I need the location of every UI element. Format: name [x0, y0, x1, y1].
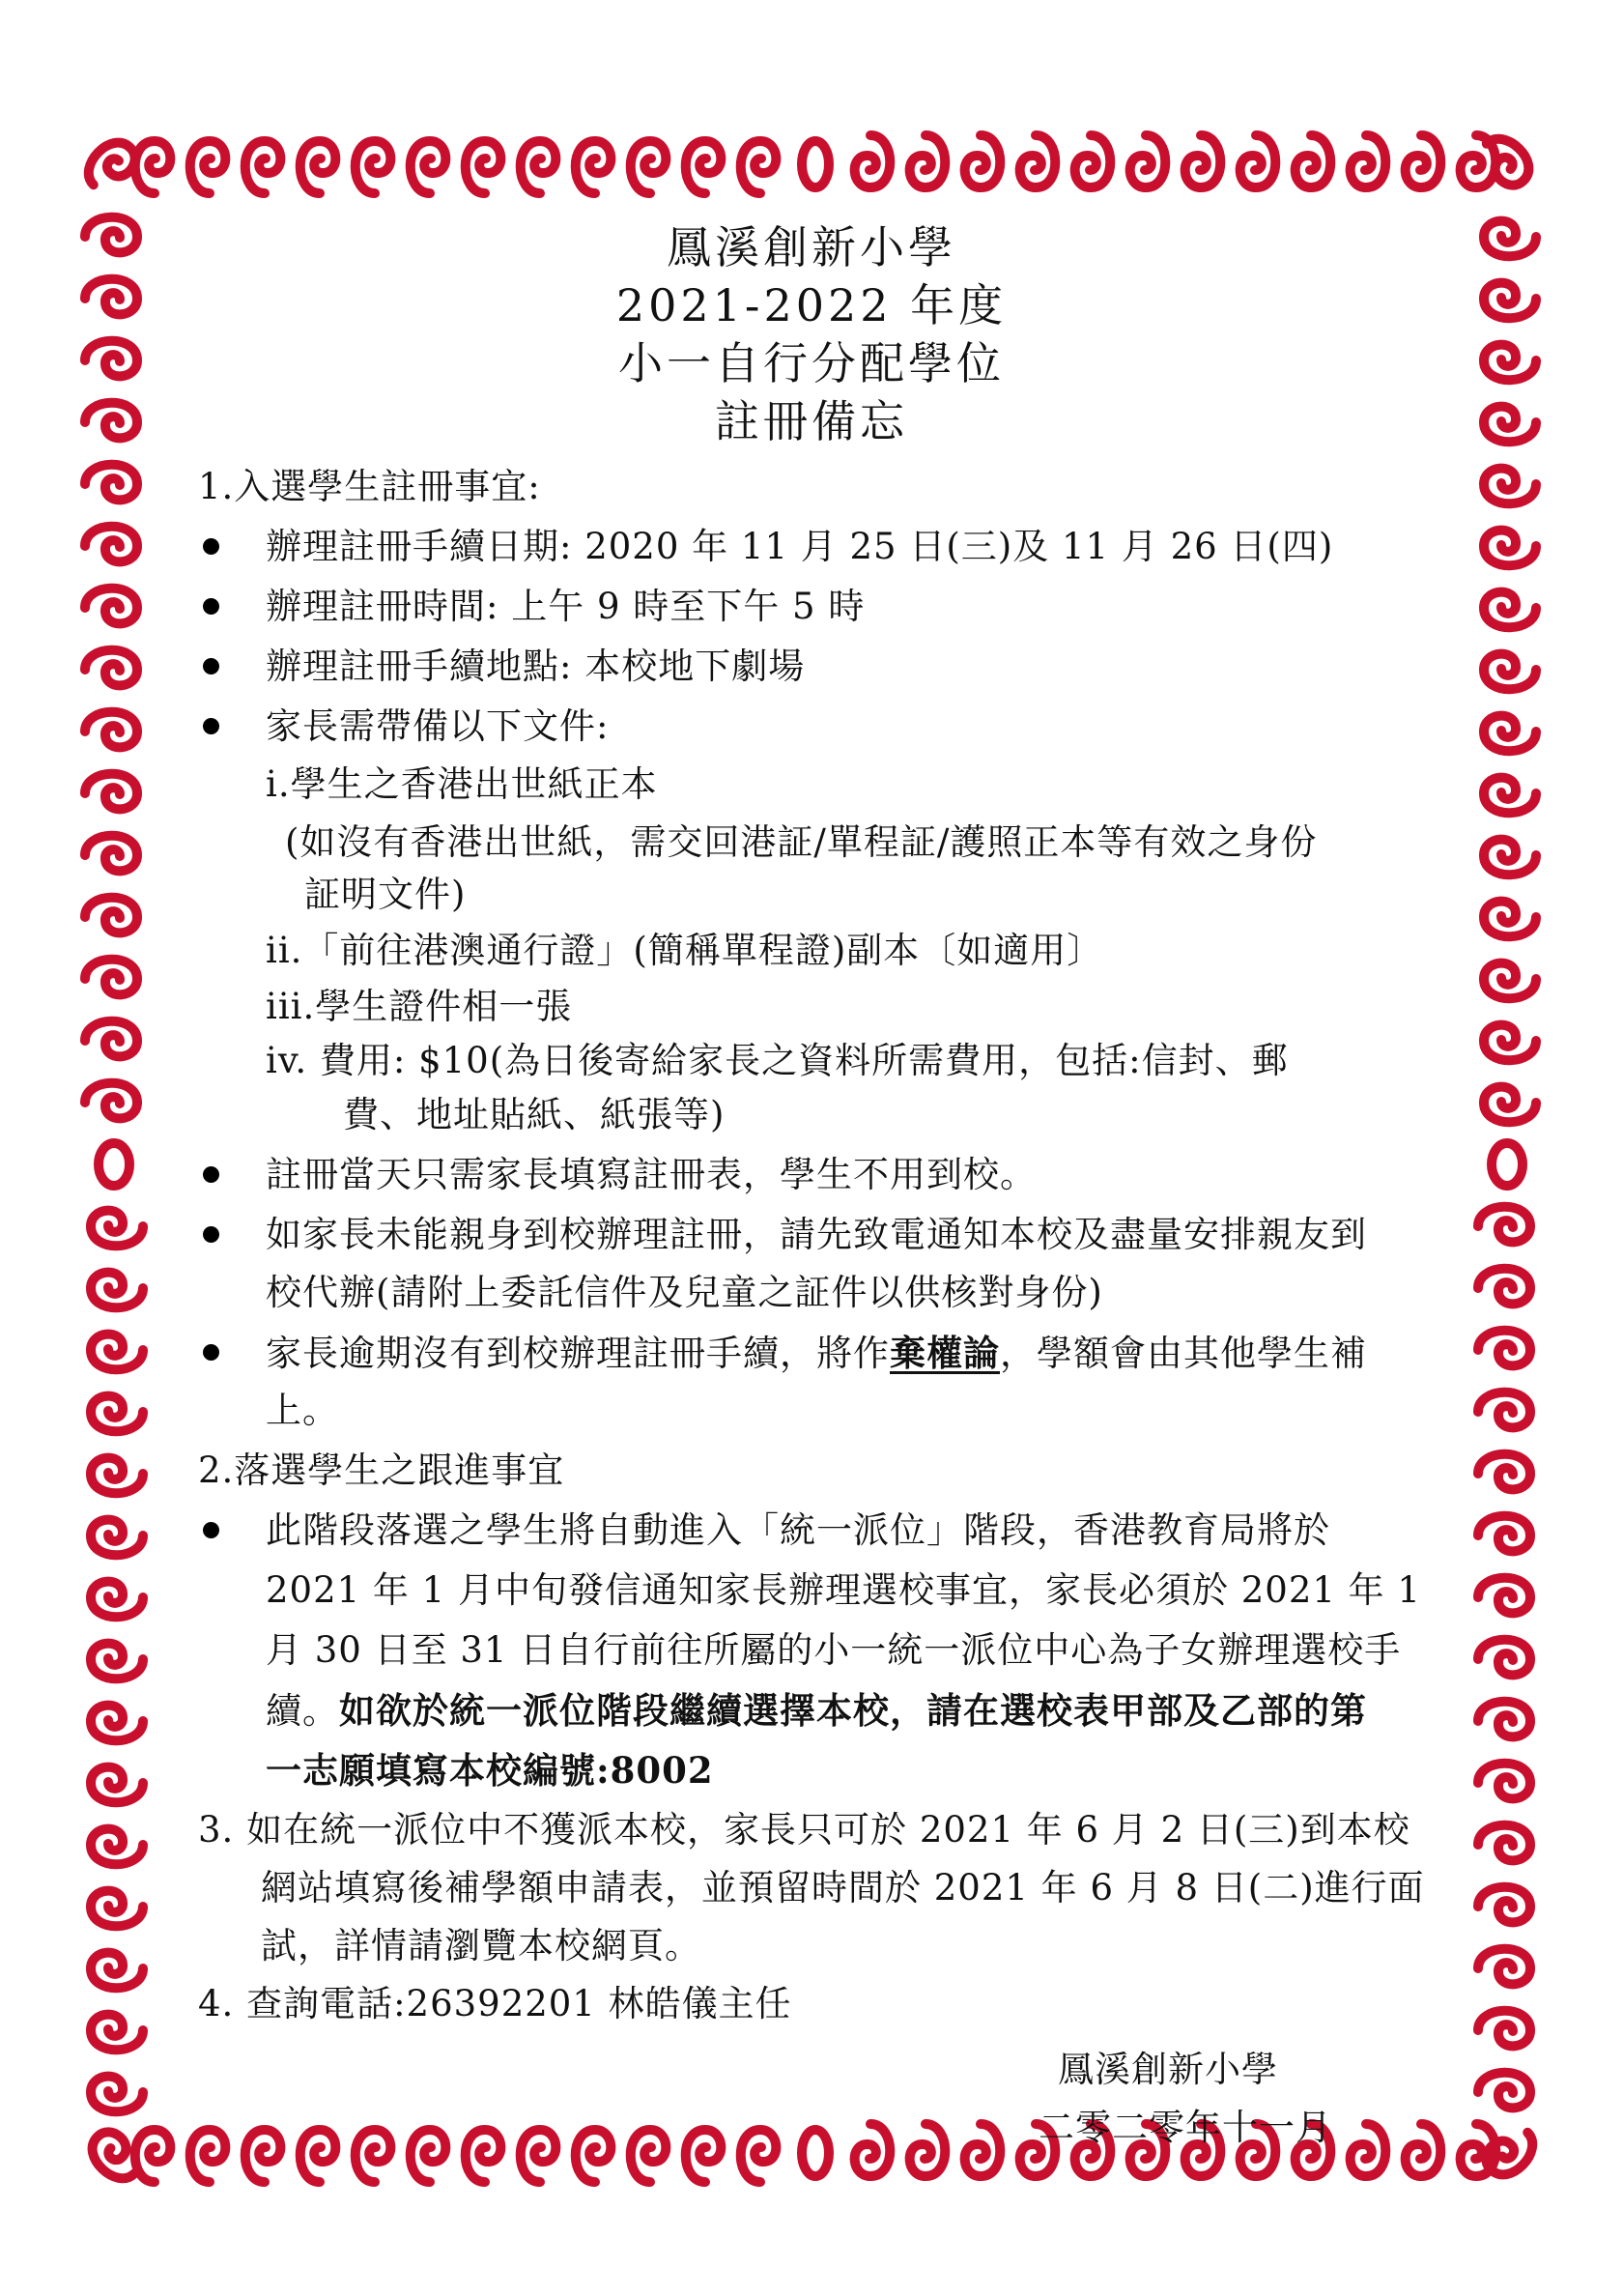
swirl-icon	[356, 141, 391, 193]
swirl-icon	[1478, 1269, 1530, 1305]
document-i: i.學生之香港出世紙正本	[266, 763, 658, 805]
forfeit-notice	[266, 1330, 1367, 1377]
swirl-icon	[91, 1458, 143, 1494]
ring-icon	[1492, 1143, 1523, 1186]
swirl-icon	[1478, 2073, 1530, 2109]
swirl-icon	[1478, 1392, 1530, 1428]
bullet-icon	[203, 598, 219, 615]
swirl-icon	[1484, 902, 1536, 937]
swirl-icon	[91, 1953, 143, 1989]
swirl-icon	[1484, 469, 1536, 504]
ring-icon	[802, 2130, 829, 2176]
swirl-icon	[1296, 135, 1331, 187]
swirl-icon	[741, 141, 777, 193]
enquiry-contact: 4. 查詢電話:26392201 林皓儀主任	[198, 1983, 792, 2024]
section2-line3: 月 30 日至 31 日自行前往所屬的小一統一派位中心為子女辦理選校手	[266, 1629, 1402, 1671]
swirl-icon	[631, 141, 667, 193]
school-name: 鳳溪創新小學	[667, 221, 956, 273]
swirl-icon	[1484, 592, 1536, 628]
swirl-icon	[1478, 1640, 1530, 1676]
swirl-icon	[1351, 2124, 1386, 2176]
swirl-icon	[855, 135, 891, 187]
school-year: 2021-2022 年度	[615, 279, 1008, 331]
section3-line3: 試，詳情請瀏覽本校網頁。	[261, 1925, 701, 1966]
swirl-icon	[85, 712, 137, 748]
swirl-icon	[1478, 1331, 1530, 1366]
swirl-icon	[1240, 135, 1276, 187]
document-i-note-cont: 証明文件)	[304, 874, 467, 915]
section2-line4	[266, 1687, 1367, 1735]
swirl-icon	[1484, 531, 1536, 566]
swirl-icon	[1185, 135, 1221, 187]
swirl-icon	[741, 2130, 777, 2182]
swirl-icon	[85, 836, 137, 872]
swirl-icon	[135, 141, 171, 193]
swirl-icon	[466, 2130, 501, 2182]
proxy-registration-cont: 校代辦(請附上委託信件及兒童之証件以供核對身份)	[266, 1272, 1103, 1313]
swirl-icon	[576, 141, 612, 193]
swirl-icon	[1075, 135, 1111, 187]
signature-school: 鳳溪創新小學	[1058, 2049, 1278, 2090]
swirl-icon	[1020, 135, 1056, 187]
swirl-icon	[910, 2124, 946, 2176]
swirl-icon	[466, 141, 501, 193]
swirl-icon	[85, 1083, 137, 1119]
bullet-icon	[203, 538, 219, 555]
swirl-icon	[1484, 840, 1536, 875]
ring-icon	[802, 141, 829, 187]
swirl-icon	[576, 2130, 612, 2182]
registration-date: 辦理註冊手續日期: 2020 年 11 月 25 日(三)及 11 月 26 日(四)	[266, 526, 1334, 567]
forfeit-emphasis: 棄權論	[890, 1332, 1000, 1374]
document-iv: iv. 費用: $10(為日後寄給家長之資料所需費用，包括:信封、郵	[266, 1040, 1289, 1081]
section2-line1: 此階段落選之學生將自動進入「統一派位」階段，香港教育局將於	[266, 1509, 1330, 1551]
swirl-icon	[1478, 2011, 1530, 2047]
swirl-icon	[1478, 1764, 1530, 1799]
document-ii: ii.「前往港澳通行證」(簡稱單程證)副本〔如適用〕	[266, 930, 1104, 971]
bullet-icon	[203, 658, 219, 674]
swirl-icon	[300, 141, 336, 193]
swirl-icon	[1484, 778, 1536, 814]
swirl-icon	[91, 1767, 143, 1803]
swirl-icon	[1478, 1949, 1530, 1985]
ring-icon	[99, 1143, 129, 1186]
school-code-line: 一志願填寫本校編號:8002	[266, 1749, 714, 1792]
swirl-icon	[85, 960, 137, 995]
swirl-icon	[411, 2130, 446, 2182]
swirl-icon	[300, 2130, 336, 2182]
swirl-icon	[686, 2130, 722, 2182]
swirl-icon	[1478, 1207, 1530, 1243]
swirl-icon	[1478, 1825, 1530, 1861]
document-title: 小一自行分配學位	[618, 337, 1005, 389]
swirl-icon	[91, 1829, 143, 1865]
swirl-icon	[1130, 135, 1166, 187]
swirl-icon	[521, 141, 556, 193]
forfeit-text-end: ，學額會由其他學生補	[1000, 1333, 1367, 1374]
bullet-icon	[203, 718, 219, 734]
documents-required: 家長需帶備以下文件:	[266, 705, 610, 747]
document-i-note: (如沒有香港出世紙，需交回港証/單程証/護照正本等有效之身份	[285, 821, 1318, 863]
swirl-icon	[1484, 654, 1536, 690]
signature-date: 二零二零年十一月	[1039, 2107, 1332, 2148]
swirl-icon	[1478, 1887, 1530, 1923]
swirl-icon	[1406, 2124, 1441, 2176]
bullet-icon	[203, 1226, 219, 1243]
swirl-icon	[245, 141, 281, 193]
document-iv-cont: 費、地址貼紙、紙張等)	[343, 1094, 726, 1135]
swirl-icon	[91, 2077, 143, 2112]
swirl-icon	[1478, 1578, 1530, 1614]
swirl-icon	[1478, 1454, 1530, 1490]
registration-venue: 辦理註冊手續地點: 本校地下劇場	[266, 646, 806, 687]
swirl-icon	[85, 527, 137, 562]
swirl-icon	[85, 898, 137, 933]
swirl-icon	[91, 1396, 143, 1432]
parent-only-note: 註冊當天只需家長填寫註冊表，學生不用到校。	[266, 1154, 1037, 1195]
swirl-icon	[631, 2130, 667, 2182]
swirl-icon	[521, 2130, 556, 2182]
swirl-icon	[85, 774, 137, 810]
bullet-icon	[203, 1166, 219, 1183]
section2-line4-text: 續。	[266, 1690, 339, 1732]
document-iii: iii.學生證件相一張	[266, 986, 573, 1027]
swirl-icon	[190, 141, 226, 193]
swirl-icon	[91, 1644, 143, 1679]
swirl-icon	[965, 2124, 1001, 2176]
section3-line1: 3. 如在統一派位中不獲派本校，家長只可於 2021 年 6 月 2 日(三)到本校	[198, 1809, 1410, 1851]
swirl-icon	[85, 465, 137, 501]
swirl-icon	[1484, 1087, 1536, 1123]
swirl-icon	[965, 135, 1001, 187]
bullet-icon	[203, 1522, 219, 1538]
swirl-icon	[1351, 135, 1386, 187]
swirl-icon	[85, 588, 137, 624]
swirl-icon	[1484, 963, 1536, 999]
swirl-icon	[91, 1706, 143, 1741]
swirl-icon	[1406, 135, 1441, 187]
swirl-icon	[91, 1211, 143, 1247]
swirl-icon	[245, 2130, 281, 2182]
swirl-icon	[135, 2130, 171, 2182]
swirl-icon	[411, 141, 446, 193]
section2-heading: 2.落選學生之跟進事宜	[198, 1449, 565, 1491]
swirl-icon	[190, 2130, 226, 2182]
swirl-icon	[91, 1520, 143, 1556]
swirl-icon	[79, 134, 141, 196]
swirl-icon	[85, 1021, 137, 1057]
swirl-icon	[1484, 1025, 1536, 1061]
bullet-icon	[203, 1344, 219, 1361]
swirl-icon	[356, 2130, 391, 2182]
swirl-icon	[686, 141, 722, 193]
swirl-icon	[91, 1891, 143, 1927]
section2-line2: 2021 年 1 月中旬發信通知家長辦理選校事宜，家長必須於 2021 年 1	[266, 1569, 1421, 1611]
registration-time: 辦理註冊時間: 上午 9 時至下午 5 時	[266, 586, 866, 627]
section3-line2: 網站填寫後補學額申請表，並預留時間於 2021 年 6 月 8 日(二)進行面	[261, 1867, 1425, 1909]
swirl-icon	[91, 1582, 143, 1618]
forfeit-notice-cont: 上。	[266, 1390, 339, 1431]
swirl-icon	[1478, 1516, 1530, 1552]
forfeit-text: 家長逾期沒有到校辦理註冊手續，將作	[266, 1333, 890, 1374]
swirl-icon	[85, 650, 137, 686]
swirl-icon	[1478, 1702, 1530, 1737]
swirl-icon	[91, 1335, 143, 1370]
swirl-icon	[91, 1273, 143, 1308]
swirl-icon	[910, 135, 946, 187]
swirl-icon	[1484, 716, 1536, 752]
section1-heading: 1.入選學生註冊事宜:	[198, 466, 541, 507]
document-subtitle: 註冊備忘	[715, 395, 908, 447]
swirl-icon	[855, 2124, 891, 2176]
proxy-registration: 如家長未能親身到校辦理註冊，請先致電通知本校及盡量安排親友到	[266, 1214, 1367, 1255]
section2-emphasis: 如欲於統一派位階段繼續選擇本校，請在選校表甲部及乙部的第	[339, 1689, 1367, 1732]
swirl-icon	[91, 2015, 143, 2051]
